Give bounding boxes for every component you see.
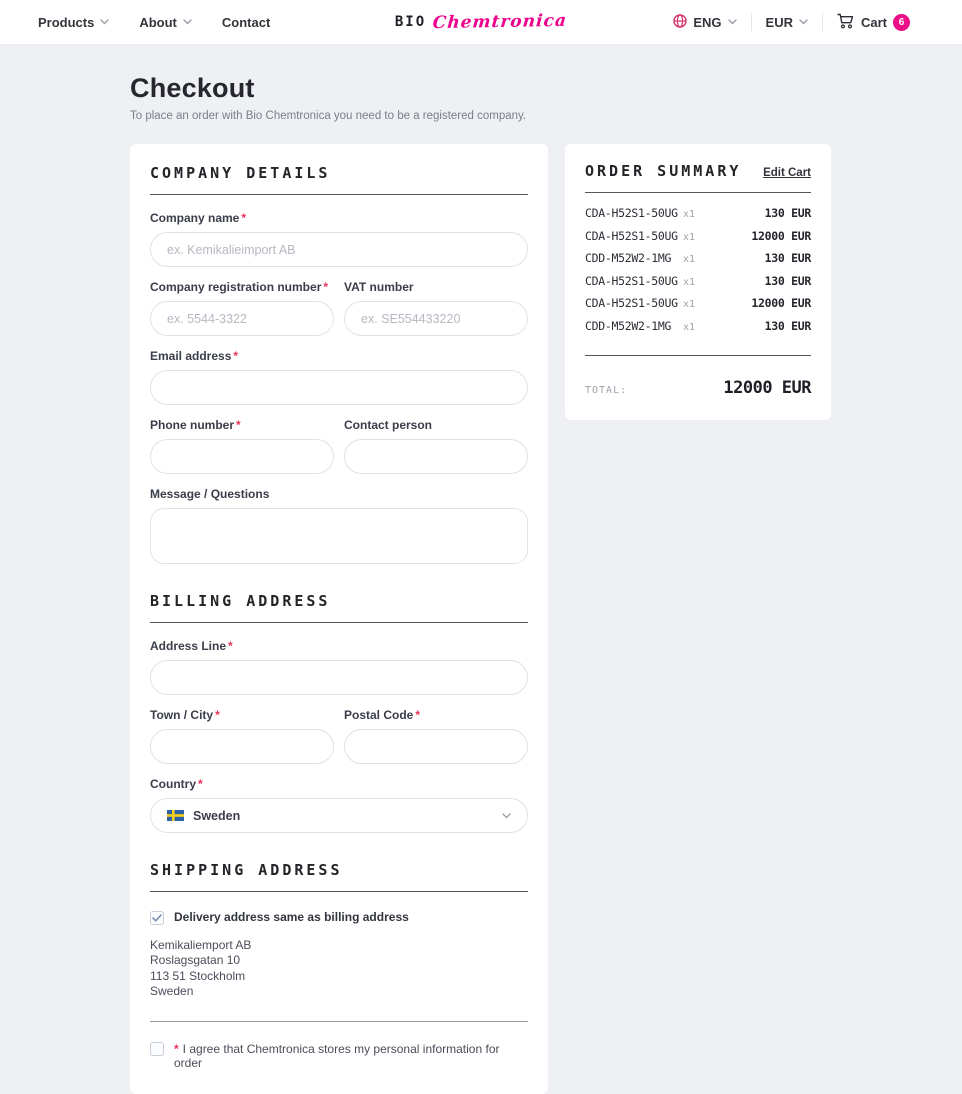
section-divider (150, 622, 528, 623)
required-asterisk: * (415, 708, 421, 722)
required-asterisk: * (241, 211, 247, 225)
sweden-flag-icon (167, 810, 184, 821)
company-name-input[interactable] (150, 232, 528, 267)
order-item-row (585, 251, 811, 274)
address-line: Sweden (150, 984, 194, 998)
item-sku: CDD-M52W2-1MG (585, 318, 672, 333)
item-price: 130 EUR (764, 273, 811, 288)
address-line: Kemikaliemport AB (150, 937, 252, 952)
same-as-billing-label: Delivery address same as billing address (174, 910, 409, 924)
contact-person-input[interactable] (344, 439, 528, 474)
page-title: Checkout (130, 73, 255, 103)
nav-products[interactable] (38, 15, 109, 30)
contact-person-label: Contact person (344, 418, 433, 432)
nav-products-label: Products (38, 14, 95, 30)
address-line: 113 51 Stockholm (150, 968, 246, 983)
main-menu (38, 15, 270, 30)
company-name-label: Company name * (150, 211, 247, 225)
language-value: ENG (693, 14, 722, 30)
item-price: 130 EUR (764, 206, 811, 220)
required-asterisk: * (236, 418, 241, 432)
address-line: Roslagsgatan 10 (150, 953, 241, 967)
total-divider (585, 355, 811, 356)
required-asterisk: * (228, 639, 233, 653)
email-input[interactable] (150, 370, 528, 405)
edit-cart-link[interactable]: Edit Cart (763, 167, 811, 179)
required-asterisk: * (215, 708, 220, 722)
language-selector[interactable] (659, 14, 750, 31)
chevron-down-icon (183, 19, 192, 25)
address-line-input[interactable] (150, 660, 528, 695)
country-label: Country * (150, 777, 203, 791)
globe-icon (673, 14, 687, 31)
company-details-heading: COMPANY DETAILS (150, 164, 331, 182)
phone-label: Phone number * (150, 418, 241, 432)
item-sku: CDA-H52S1-50UG (585, 206, 678, 220)
cart-button[interactable] (823, 13, 924, 32)
message-textarea[interactable] (150, 508, 528, 564)
email-label: Email address * (150, 349, 239, 363)
item-qty: x1 (683, 231, 696, 243)
section-divider (150, 194, 528, 195)
item-sku: CDA-H52S1-50UG (585, 296, 678, 310)
country-value: Sweden (193, 808, 241, 823)
required-asterisk: * (174, 1041, 179, 1056)
nav-contact-label: Contact (221, 14, 271, 30)
item-price: 130 EUR (764, 318, 811, 333)
message-label: Message / Questions (150, 487, 270, 501)
required-asterisk: * (198, 777, 203, 791)
shipping-address-heading: SHIPPING ADDRESS (150, 861, 343, 879)
address-line-label: Address Line * (150, 639, 233, 653)
item-price: 12000 EUR (751, 296, 811, 310)
top-navigation (0, 0, 962, 45)
order-item-row (585, 229, 811, 252)
reg-number-input[interactable] (150, 301, 334, 336)
chevron-down-icon (502, 813, 511, 819)
page-subtitle: To place an order with Bio Chemtronica you need to be a registered company. (130, 110, 527, 122)
nav-about[interactable] (139, 15, 192, 30)
chevron-down-icon (799, 19, 808, 25)
item-qty: x1 (683, 276, 696, 288)
item-price: 130 EUR (764, 251, 811, 265)
order-item-row (585, 206, 811, 229)
order-item-row (585, 296, 811, 319)
same-as-billing-checkbox[interactable] (150, 911, 164, 925)
required-asterisk: * (323, 280, 329, 294)
cart-label: Cart (860, 14, 887, 30)
required-asterisk: * (233, 349, 239, 363)
phone-input[interactable] (150, 439, 334, 474)
section-divider (585, 192, 811, 193)
currency-selector[interactable] (752, 15, 822, 30)
item-sku: CDD-M52W2-1MG (585, 251, 672, 265)
cart-count-badge: 6 (893, 14, 910, 31)
item-qty: x1 (683, 321, 696, 333)
country-select[interactable] (150, 798, 528, 833)
item-qty: x1 (683, 209, 696, 220)
postal-code-label: Postal Code * (344, 708, 421, 722)
total-label: TOTAL: (585, 385, 628, 396)
divider (150, 1021, 528, 1022)
item-sku: CDA-H52S1-50UG (585, 228, 678, 243)
brand-logo[interactable] (395, 12, 567, 32)
agree-label: * I agree that Chemtronica stores my personal information for order (174, 1041, 500, 1070)
item-qty: x1 (683, 299, 696, 310)
item-sku: CDA-H52S1-50UG (585, 273, 678, 288)
billing-address-heading: BILLING ADDRESS (150, 592, 331, 610)
cart-icon (837, 13, 855, 32)
chevron-down-icon (100, 19, 109, 25)
section-divider (150, 891, 528, 892)
currency-value: EUR (765, 14, 793, 30)
vat-number-label: VAT number (344, 280, 414, 294)
town-city-input[interactable] (150, 729, 334, 764)
agree-checkbox[interactable] (150, 1042, 164, 1056)
nav-utilities (659, 13, 924, 32)
shipping-address-preview (150, 938, 528, 1000)
item-price: 12000 EUR (751, 228, 811, 243)
order-item-row (585, 319, 811, 342)
item-qty: x1 (683, 254, 696, 265)
postal-code-input[interactable] (344, 729, 528, 764)
logo-wordmark: Chemtronica (432, 10, 569, 34)
nav-contact[interactable] (222, 15, 270, 30)
reg-number-label: Company registration number * (150, 280, 329, 294)
logo-prefix: BIO (394, 14, 427, 30)
chevron-down-icon (728, 19, 737, 25)
nav-about-label: About (139, 14, 177, 30)
checkout-form-card (130, 144, 548, 1094)
total-value: 12000 EUR (723, 378, 811, 398)
order-item-row (585, 274, 811, 297)
town-city-label: Town / City * (150, 708, 220, 722)
order-summary-card (565, 144, 831, 420)
checkout-page (0, 45, 962, 1094)
vat-number-input[interactable] (344, 301, 528, 336)
order-summary-heading: ORDER SUMMARY (585, 162, 742, 180)
